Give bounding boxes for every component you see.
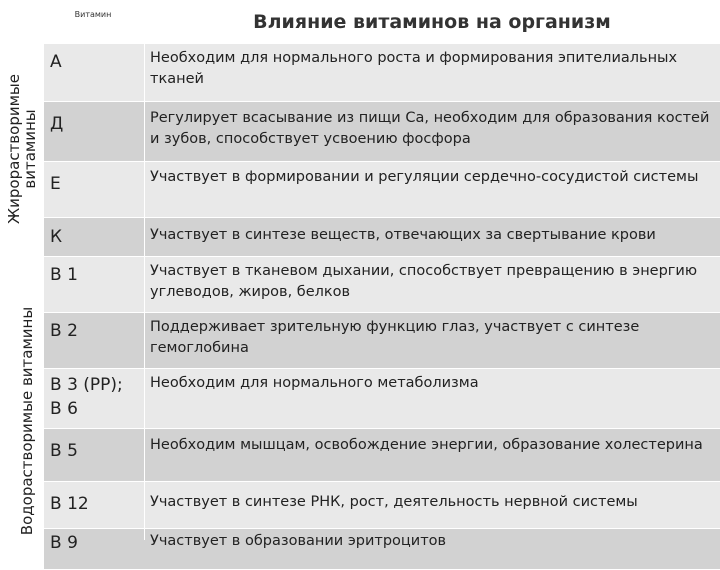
vitamin-name: А [50,52,62,72]
table-row [44,482,720,529]
vitamin-effect: Необходим для нормального роста и формирования эпителиальных тканей [150,50,678,87]
table-row [44,529,720,570]
vitamin-name: Е [50,174,61,194]
water-soluble-label: Водорастворимые витамины [18,306,37,536]
vitamin-effect: Участвует в формировании и регуляции сердечно-сосудистой системы [150,169,699,185]
table-row [44,257,720,313]
vitamin-effect: Участвует в синтезе веществ, отвечающих за свертывание крови [150,227,656,243]
vitamin-effect: Необходим для нормального метаболизма [150,375,479,391]
table-header [44,0,720,44]
table-row [44,102,720,162]
column-divider [144,0,145,540]
vitamin-name: В 5 [50,441,78,461]
vitamin-effect: Участвует в образовании эритроцитов [150,533,447,549]
table-row [44,162,720,218]
group-label-column [0,0,44,540]
table-row [44,44,720,102]
table-row [44,429,720,482]
page-title: Влияние витаминов на организм [253,11,611,33]
fat-soluble-group [0,44,45,254]
table-row [44,218,720,257]
vitamin-column-header: Витамин [74,10,112,19]
vitamin-effect: Необходим мышцам, освобождение энергии, образование холестерина [150,437,703,453]
vitamin-name: В 2 [50,321,78,341]
table-row [44,369,720,429]
vitamin-name: В 12 [50,494,89,514]
vitamin-effect: Поддерживает зрительную функцию глаз, участвует с синтезе гемоглобина [150,319,640,356]
water-soluble-group [0,256,45,556]
fat-soluble-label: Жирорастворимые витамины [5,74,39,224]
table-row [44,313,720,369]
vitamin-name: В 3 (РР); В 6 [50,375,123,419]
vitamin-table [44,0,720,553]
vitamin-name: Д [50,114,64,134]
vitamin-name: В 1 [50,265,78,285]
vitamin-effect: Участвует в синтезе РНК, рост, деятельность нервной системы [150,494,638,510]
vitamin-effect: Участвует в тканевом дыхании, способствует превращению в энергию углеводов, жиров, белков [150,263,698,300]
vitamin-effect: Регулирует всасывание из пищи Са, необходим для образования костей и зубов, способствует усвоению фосфора [150,110,710,147]
vitamin-name: К [50,227,63,247]
vitamin-name: В 9 [50,533,78,553]
